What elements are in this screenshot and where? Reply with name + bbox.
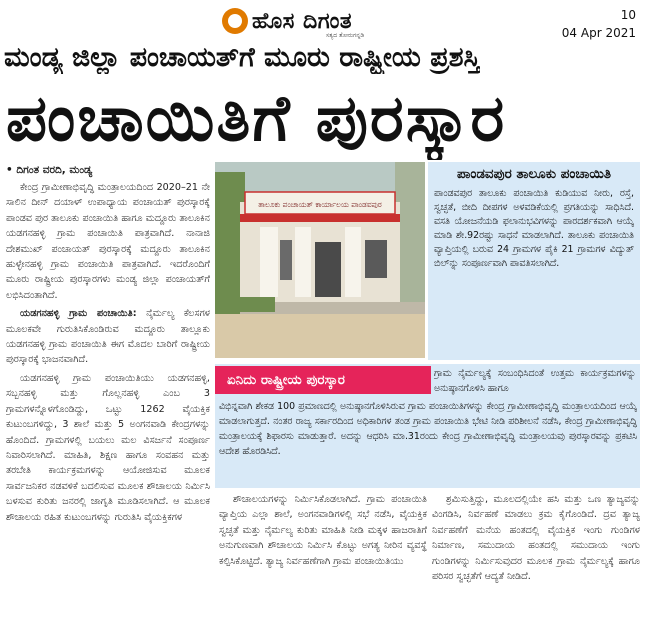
masthead-tagline: ಸತ್ಯದ ತೋರುಗನ್ನಡಿ xyxy=(326,32,365,39)
building-image xyxy=(215,162,425,358)
article-byline: • ದಿಗಂತ ವರದಿ, ಮಂಡ್ಯ xyxy=(6,164,93,176)
paragraph: ಶೌಚಾಲಯಗಳನ್ನು ನಿರ್ಮಿಸಿಕೊಡಲಾಗಿದೆ. ಗ್ರಾಮ ಪಂಚಾಯಿತಿ ವ್ಯಾಪ್ತಿಯ ಎಲ್ಲಾ ಶಾಲೆ, ಅಂಗನವಾಡಿಗಳಲ್ಲಿ ಸಭೆ ನಡೆಸಿ, ವೈಯಕ್ತಿಕ ಸ್ವಚ್ಛತೆ ಮತ್ತು ನೈರ್ಮಲ್ಯ ಕುರಿತು ಮಾಹಿತಿ ನೀಡಿ ಮಕ್ಕಳ ಹಾಜರಾತಿಗೆ ಅನುಗುಣವಾಗಿ ಶೌಚಾಲಯ ನಿರ್ಮಿಸಿ ಕೊಟ್ಟು ಅಗತ್ಯ ನೀರಿನ ವ್ಯವಸ್ಥೆ ಕಲ್ಪಿಸಿಕೊಟ್ಟಿದೆ. ತ್ಯಾಜ್ಯ ನಿರ್ವಹಣೆಗಾಗಿ ಗ್ರಾಮ ಪಂಚಾಯಿತಿಯು xyxy=(219,494,427,567)
paragraph: ಶ್ರಮಿಸುತ್ತಿದ್ದು, ಮೂಲದಲ್ಲಿಯೇ ಹಸಿ ಮತ್ತು ಒಣ ತ್ಯಾಜ್ಯವನ್ನು ವಿಂಗಡಿಸಿ, ನಿರ್ವಹಣೆ ಮಾಡಲು ಕ್ರಮ ಕೈಗೊಂಡಿದೆ. ದ್ರವ ತ್ಯಾಜ್ಯ ನಿರ್ವಹಣೆಗೆ ಮನೆಯ ಹಂತದಲ್ಲಿ ವೈಯಕ್ತಿಕ ಇಂಗು ಗುಂಡಿಗಳ ನಿರ್ಮಾಣ, ಸಮುದಾಯ ಹಂತದಲ್ಲಿ ಸಮುದಾಯ ಇಂಗು ಗುಂಡಿಗಳನ್ನು ನಿರ್ಮಿಸುವುದರ ಮೂಲಕ ಗ್ರಾಮ ನೈರ್ಮಲ್ಯಕ್ಕೆ ಹಾಗೂ ಪರಿಸರ ಸ್ವಚ್ಛತೆಗೆ ಆದ್ಯತೆ ನೀಡಿದೆ. xyxy=(432,494,640,583)
subheading: ಯಡಗನಹಳ್ಳಿ ಗ್ರಾಮ ಪಂಚಾಯಿತಿ: xyxy=(20,308,137,320)
pandavapura-sidebar xyxy=(428,162,640,360)
masthead-logo xyxy=(222,4,452,38)
paragraph-text: ನೈರ್ಮಲ್ಯ ಕೆಲಸಗಳ ಮೂಲಕವೇ ಗುರುತಿಸಿಕೊಂಡಿರುವ ಮದ್ದೂರು ತಾಲ್ಲೂಕು ಯಡಗನಹಳ್ಳಿ ಗ್ರಾಮ ಪಂಚಾಯಿತಿ ಈಗ ಮೊದಲ ಬಾರಿಗೆ ರಾಷ್ಟ್ರೀಯ ಪುರಸ್ಕಾರಕ್ಕೆ ಭಾಜನವಾಗಿದೆ. xyxy=(6,308,210,366)
building-sign-text: ತಾಲೂಕು ಪಂಚಾಯತ್ ಕಾರ್ಯಾಲಯ ಪಾಂಡವಪುರ xyxy=(258,200,382,209)
article-column-1 xyxy=(6,180,210,624)
sidebar-title: ಪಾಂಡವಪುರ ತಾಲೂಕು ಪಂಚಾಯಿತಿ xyxy=(456,166,612,182)
article-column-3 xyxy=(432,492,640,624)
award-info-title: ಏನಿದು ರಾಷ್ಟ್ರೀಯ ಪುರಸ್ಕಾರ xyxy=(215,366,431,394)
logo-mark-icon xyxy=(222,8,248,34)
page-number: 10 xyxy=(620,8,636,22)
paragraph xyxy=(6,306,210,368)
masthead-name: ಹೊಸ ದಿಗಂತ xyxy=(252,8,353,34)
article-headline: ಪಂಚಾಯಿತಿಗೆ ಪುರಸ್ಕಾರ xyxy=(6,82,507,156)
award-info-text-top: ಗ್ರಾಮ ನೈರ್ಮಲ್ಯಕ್ಕೆ ಸಂಬಂಧಿಸಿದಂತೆ ಉತ್ತಮ ಕಾರ್ಯಕ್ರಮಗಳನ್ನು ಅನುಷ್ಠಾನಗೊಳಿಸಿ ಹಾಗೂ xyxy=(434,368,636,394)
article-kicker: ಮಂಡ್ಯ ಜಿಲ್ಲಾ ಪಂಚಾಯತ್‌ಗೆ ಮೂರು ರಾಷ್ಟ್ರೀಯ ಪ್ರಶಸ್ತಿ xyxy=(4,42,481,73)
office-building-photo xyxy=(215,162,425,358)
article-column-2 xyxy=(219,492,427,624)
award-info-text: ವಿಭಿನ್ನವಾಗಿ ಶೇಕಡ 100 ಪ್ರಮಾಣದಲ್ಲಿ ಅನುಷ್ಠಾನಗೊಳಿಸಿರುವ ಗ್ರಾಮ ಪಂಚಾಯಿತಿಗಳನ್ನು ಕೇಂದ್ರ ಗ್ರಾಮೀಣಾಭಿವೃದ್ಧಿ ಮಂತ್ರಾಲಯದಿಂದ ಆಯ್ಕೆ ಮಾಡಲಾಗುತ್ತದೆ. ನಂತರ ರಾಜ್ಯ ಸರ್ಕಾರದಿಂದ ಅಧಿಕಾರಿಗಳ ತಂಡ ಗ್ರಾಮ ಪಂಚಾಯಿತಿ ಭೇಟಿ ನೀಡಿ ಪರಿಶೀಲನೆ ನಡೆಸಿ, ಕೇಂದ್ರ ಗ್ರಾಮೀಣಾಭಿವೃದ್ಧಿ ಮಂತ್ರಾಲಯಕ್ಕೆ ಶಿಫಾರಸು ಮಾಡುತ್ತಾರೆ. ಅದನ್ನು ಆಧರಿಸಿ ಮಾ.31ರಂದು ಕೇಂದ್ರ ಗ್ರಾಮೀಣಾಭಿವೃದ್ಧಿ ಮಂತ್ರಾಲಯವು ಪುರಸ್ಕಾರವನ್ನು ಪ್ರಕಟಿಸಿ ಆದೇಶ ಹೊರಡಿಸಿದೆ. xyxy=(219,401,637,457)
page-date: 04 Apr 2021 xyxy=(561,26,636,40)
sidebar-body: ಪಾಂಡವಪುರ ತಾಲೂಕು ಪಂಚಾಯಿತಿ ಕುಡಿಯುವ ನೀರು, ರಸ್ತೆ, ಸ್ವಚ್ಛತೆ, ಬೀದಿ ದೀಪಗಳ ಅಳವಡಿಕೆಯಲ್ಲಿ ಪ್ರಗತಿಯನ್ನು ಸಾಧಿಸಿದೆ. ವಸತಿ ಯೋಜನೆಯಡಿ ಫಲಾನುಭವಿಗಳನ್ನು ಪಾರದರ್ಶಕವಾಗಿ ಆಯ್ಕೆ ಮಾಡಿ ಶೇ.92ರಷ್ಟು ಸಾಧನೆ ಮಾಡಲಾಗಿದೆ. ತಾಲೂಕು ಪಂಚಾಯಿತಿ ವ್ಯಾಪ್ತಿಯಲ್ಲಿ ಬರುವ 24 ಗ್ರಾಮಗಳ ಪೈಕಿ 21 ಗ್ರಾಮಗಳ ವಿದ್ಯುತ್ ಬಿಲ್‌ನ್ನು ಸಂಪೂರ್ಣವಾಗಿ ಪಾವತಿಸಲಾಗಿದೆ. xyxy=(434,188,634,269)
paragraph: ಯಡಗನಹಳ್ಳಿ ಗ್ರಾಮ ಪಂಚಾಯಿತಿಯು ಯಡಗನಹಳ್ಳಿ, ಸಬ್ಬನಹಳ್ಳಿ ಮತ್ತು ಗೊಲ್ಲನಹಳ್ಳಿ ಎಂಬ 3 ಗ್ರಾಮಗಳನ್ನೊಳಗೊಂಡಿದ್ದು, ಒಟ್ಟು 1262 ವೈಯಕ್ತಿಕ ಕುಟುಂಬಗಳಿದ್ದು, 3 ಶಾಲೆ ಮತ್ತು 5 ಅಂಗನವಾಡಿ ಕೇಂದ್ರಗಳನ್ನು ಹೊಂದಿದೆ. ಗ್ರಾಮಗಳಲ್ಲಿ ಬಯಲು ಮಲ ವಿಸರ್ಜನೆ ಸಂಪೂರ್ಣ ನಿವಾರಿಸಲಾಗಿದೆ. ಮಾಹಿತಿ, ಶಿಕ್ಷಣ ಹಾಗೂ ಸಂವಹನ ಮತ್ತು ತರಬೇತಿ ಕಾರ್ಯಕ್ರಮಗಳನ್ನು ಆಯೋಜಿಸುವ ಮೂಲಕ ಸಾರ್ವಜನಿಕರ ನಡವಳಿಕೆ ಬದಲಿಸುವ ಮೂಲಕ ಶೌಚಾಲಯ ನಿರ್ಮಿಸಿ ಬಳಸುವ ಕುರಿತು ಜನರಲ್ಲಿ ಜಾಗೃತಿ ಮೂಡಿಸಲಾಗಿದೆ. ಆ ಮೂಲಕ ಶೌಚಾಲಯ ರಹಿತ ಕುಟುಂಬಗಳನ್ನು ಗುರುತಿಸಿ ವೈಯಕ್ತಿಕಗಳ xyxy=(6,372,210,523)
paragraph: ಕೇಂದ್ರ ಗ್ರಾಮೀಣಾಭಿವೃದ್ಧಿ ಮಂತ್ರಾಲಯದಿಂದ 2020–21 ನೇ ಸಾಲಿನ ದೀನ್ ದಯಾಳ್ ಉಪಾಧ್ಯಾಯ ಪಂಚಾಯತ್ ಪುರಸ್ಕಾರಕ್ಕೆ ಪಾಂಡವ ಪುರ ತಾಲೂಕು ಪಂಚಾಯಿತಿ ಹಾಗೂ ಮದ್ದೂರು ತಾಲೂಕಿನ ಯಡಗನಹಳ್ಳಿ ಗ್ರಾಮ ಪಂಚಾಯಿತಿ ಪಾತ್ರವಾಗಿದೆ. ನಾನಾಜಿ ದೇಶಮುಖ್ ಪಂಚಾಯತ್ ಪುರಸ್ಕಾರಕ್ಕೆ ಮದ್ದೂರು ತಾಲೂಕಿನ ಹುಳ್ಳೇನಹಳ್ಳಿ ಗ್ರಾಮ ಪಂಚಾಯಿತಿ ಪಾತ್ರವಾಗಿದೆ. ಇದರೊಂದಿಗೆ ಮೂರು ರಾಷ್ಟ್ರೀಯ ಪುರಸ್ಕಾರಗಳು ಮಂಡ್ಯ ಜಿಲ್ಲಾ ಪಂಚಾಯತ್‌ಗೆ ಲಭಿಸಿದಂತಾಗಿದೆ. xyxy=(6,182,210,301)
